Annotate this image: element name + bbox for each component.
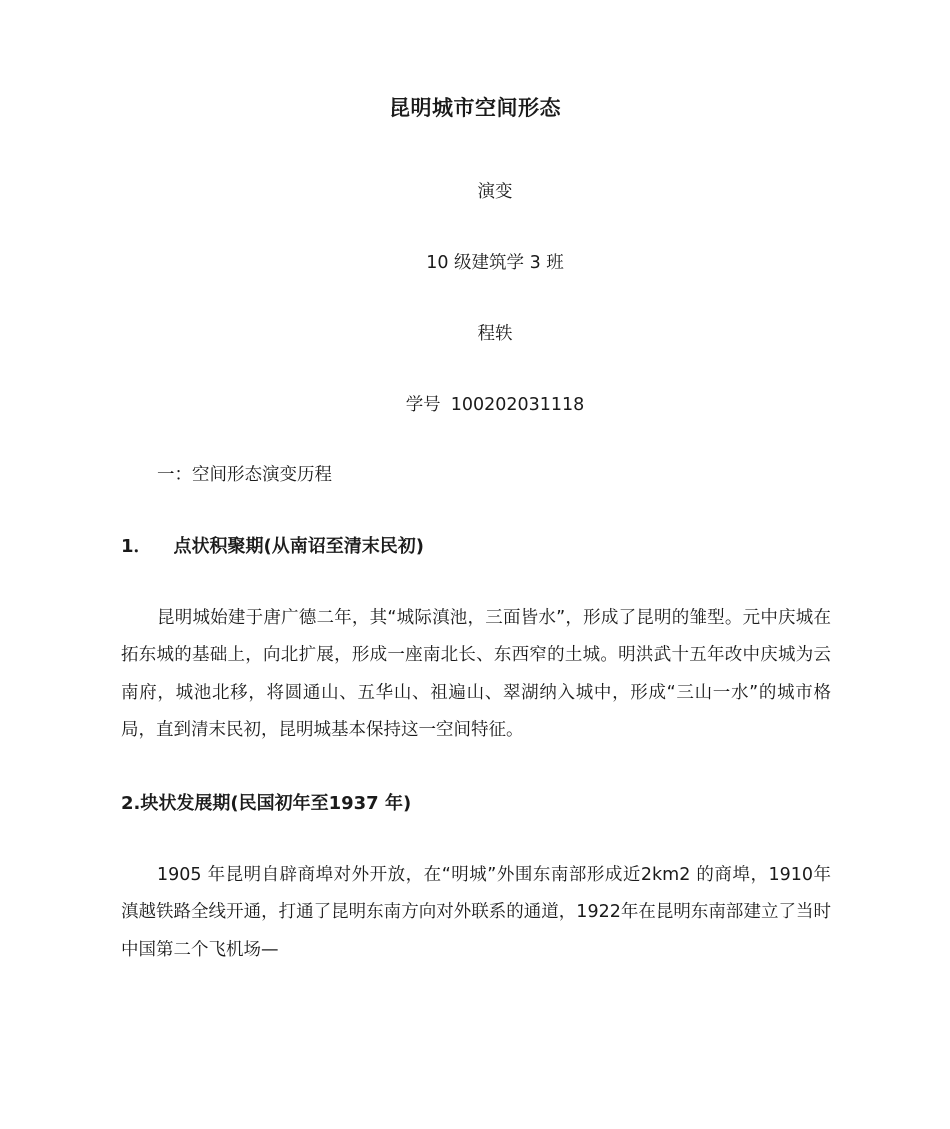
author-name: 程轶 — [477, 324, 513, 344]
student-id-label: 学号 — [405, 395, 441, 415]
subsection-2-heading: 2.块状发展期(民国初年至1937 年) — [121, 793, 412, 814]
subsection-2-paragraph: 1905 年昆明自辟商埠对外开放，在“明城”外围东南部形成近2km2 的商埠，1910年滇越铁路全线开通，打通了昆明东南方向对外联系的通道，1922年在昆明东南部建立了当时中国第二个飞机场— — [121, 865, 831, 960]
subsection-1-number: 1． — [121, 536, 152, 557]
subsection-1-paragraph: 昆明城始建于唐广德二年，其“城际滇池，三面皆水”，形成了昆明的雏型。元中庆城在拓东城的基础上，向北扩展，形成一座南北长、东西窄的土城。明洪武十五年改中庆城为云南府，城池北移，将圆通山、五华山、祖遍山、翠湖纳入城中，形成“三山一水”的城市格局，直到清末民初，昆明城基本保持这一空间特征。 — [121, 608, 831, 740]
class-info: 10 级建筑学 3 班 — [426, 253, 564, 273]
section-heading: 一：空间形态演变历程 — [157, 465, 332, 485]
subsection-1-title: 点状积聚期(从南诏至清末民初) — [173, 536, 424, 557]
student-id-line — [20, 391, 950, 416]
document-title: 昆明城市空间形态 — [389, 96, 561, 120]
subsection-1-heading — [121, 532, 424, 558]
student-id-value: 100202031118 — [450, 395, 585, 415]
document-subtitle: 演变 — [477, 182, 513, 202]
